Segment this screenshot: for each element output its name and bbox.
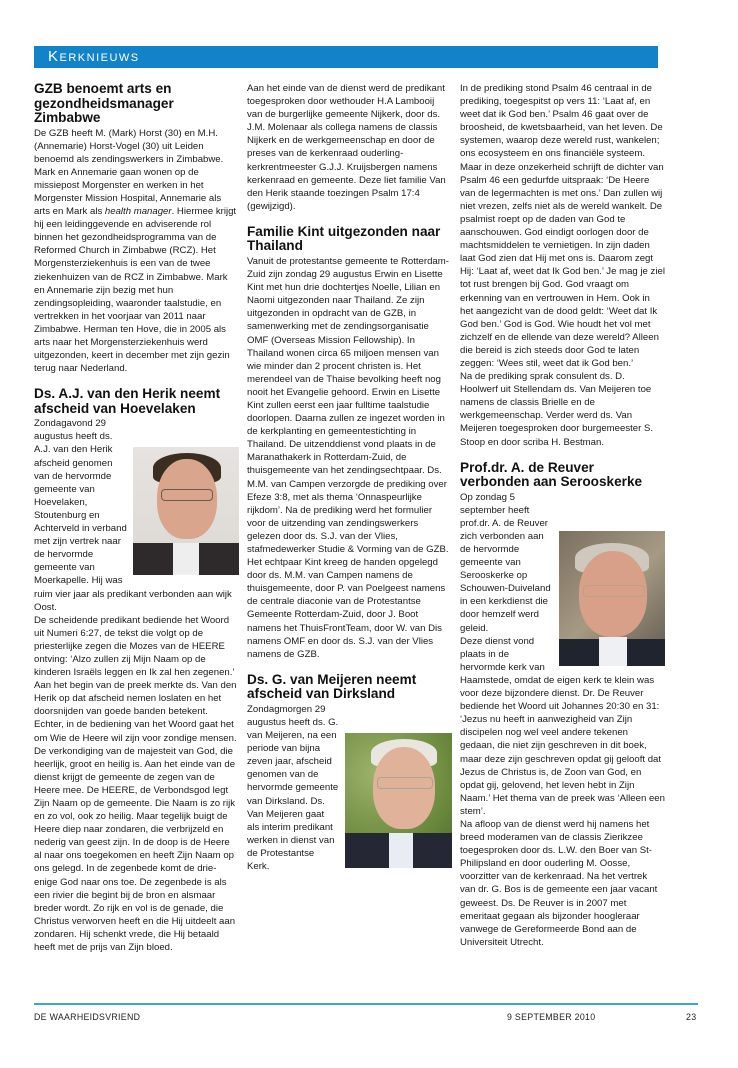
article-van-meijeren-continued bbox=[460, 82, 665, 449]
article-familie-kint bbox=[247, 225, 452, 661]
article-headline: Ds. A.J. van den Herik neemt afscheid van Hoevelaken bbox=[34, 386, 221, 416]
article-headline: Prof.dr. A. de Reuver verbonden aan Serooskerke bbox=[460, 459, 643, 490]
column-1 bbox=[34, 82, 239, 954]
portrait-photo-van-den-herik bbox=[133, 447, 239, 575]
footer-date: 9 SEPTEMBER 2010 bbox=[507, 1012, 596, 1022]
article-intro: Zondagavond 29 augustus heeft ds. A.J. van den Herik afscheid genomen van de hervormde gemeente van Hoevelaken, Stoutenburg en Achterveld in verband met zijn vertrek naar de hervormde gemeente van Moerkapelle. Hij was ruim vier jaar als predikant verbonden aan wijk Oost. bbox=[34, 418, 232, 613]
body-text: . Hiermee krijgt hij een leidinggevende en adviserende rol binnen het gezondheidsprogramma van de Reformed Church in Zimbabwe (RCZ). Het Morgensterziekenhuis is een van de twee ziekenhuizen van de RCZ in Zimbabwe. Mark en Annemarie zijn bezig met hun zendingsopleiding, waaronder taalstudie, en vertrekken in het voorjaar van 2011 naar Zimbabwe. Herman ten Hove, die in 2005 als arts naar het Morgensterziekenhuis werd uitgezonden, keert in december met zijn gezin terug naar Nederland. bbox=[34, 206, 237, 375]
column-3 bbox=[460, 82, 665, 949]
article-body: In de prediking stond Psalm 46 centraal in de prediking, toegespitst op vers 11: ‘Laat af, en weet dat ik God ben.’ Psalm 46 gaat over de broosheid, de kwetsbaarheid, van het leven. De systemen, waarop deze wereld rust, wankelen; ons ecosysteem en ons financiële systeem. Maar in deze onzekerheid schrijft de dichter van Psalm 46 een gedurfde uitspraak: ‘De Heere van de legermachten is met ons.’ Dan zullen wij niet vrezen, zelfs niet als de wereld wankelt. De psalmist roept op de daden van God te aanschouwen. God eindigt oorlogen door de machtsmiddelen te vernietigen. In zijn daden laat God zien dat Hij met ons is. Daarom zegt Hij: ‘Laat af, weet dat Ik God ben.’ Je mag je ziel tot rust brengen bij God. God vraagt om erkenning van en vertrouwen in Hem. Ook in het aangezicht van de dood geldt: ‘Weet dat Ik God ben.’ God is God. Wie houdt het vol met zichzelf en de ellende van deze wereld? Alleen die bereid is zich steeds door God te laten zeggen: ‘Wees stil, weet dat ik God ben.’ bbox=[460, 83, 665, 369]
footer-rule bbox=[34, 1003, 698, 1005]
footer-page-number: 23 bbox=[686, 1012, 697, 1022]
article-intro: Op zondag 5 september heeft prof.dr. A. de Reuver zich verbonden aan de hervormde gemeente van Serooskerke op Schouwen-Duiveland in een kerkdienst die door hemzelf werd geleid. bbox=[460, 491, 551, 634]
article-body: De scheidende predikant bediende het Woord uit Numeri 6:27, de tekst die volgt op de priesterlijke zegen die Mozes van de HEERE ontving: ‘Alzo zullen zij Mijn Naam op de kinderen Israëls leggen en Ik zal hen zegenen.’ Aan het begin van de preek merkte ds. Van den Herik op dat afscheid nemen loslaten en het doorsnijden van goede banden betekent. Echter, in de bediening van het Woord gaat het om Wie de Heere wil zijn voor zondige mensen. De verkondiging van de majesteit van God, die heerlijk, groot en heilig is. Aan het einde van de dienst krijgt de gemeente de zegen van de Heere mee. De HEERE, de Verbondsgod legt Zijn Naam op de gemeente. Die Naam is zo rijk en zo vol, ook zo heilig. Maar tegelijk buigt de Heere diep naar zondaren, die verbrijzeld en nederig van geest zijn. In de doop is de Heere al naar ons toegekomen en heeft Zijn Naam op ons gelegd. In de zegenbede komt de drie-enige God naar ons toe. De zegenbede is als een rivier die begint bij de bron en alsmaar breder wordt. Zo rijk en vol is de genade, die Christus verworven heeft en die Hij uitdeelt aan zondaren. Hij schenkt vrede, die Hij betaald heeft met de prijs van Zijn bloed. bbox=[34, 614, 237, 954]
article-intro: Zondagmorgen 29 augustus heeft ds. G. van Meijeren, na een periode van bijna zeven jaar, afscheid genomen van de hervormde gemeente van Dirksland. Ds. Van Meijeren gaat als interim predikant werken in dienst van de Protestantse Kerk. bbox=[247, 703, 339, 872]
section-header-bar bbox=[34, 46, 658, 68]
article-body bbox=[34, 127, 239, 376]
section-title: Kerknieuws bbox=[48, 48, 140, 65]
article-body: Deze dienst vond plaats in de hervormde kerk van Haamstede, omdat de eigen kerk te klein was voor deze bijzondere dienst. Dr. De Reuver bediende het Woord uit Johannes 20:30 en 31: ‘Jezus nu heeft in aanwezigheid van Zijn discipelen nog wel veel andere tekenen gedaan, die niet zijn geschreven in dit boek, maar deze zijn geschreven opdat gij gelooft dat Jezus de Christus is, de Zoon van God, en opdat gij, gelovend, het leven hebt in Zijn Naam.’ Het thema van de preek was ‘Alleen een stem’. bbox=[460, 635, 665, 817]
article-body-2: Aan het einde van de dienst werd de predikant toegesproken door wethouder H.A Lambooij van de burgerlijke gemeente Nijkerk, door ds. J.M. Molenaar als collega namens de classis Nijkerk en de werkgemeenschap en door de preses van de kerkenraad ouderling-kerkrentmeester G.J.J. Kruijsbergen namens kerkenraad en gemeente. Deze liet familie Van den Herik staande toezingen Psalm 17:4 (gewijzigd). bbox=[247, 83, 446, 212]
article-body-2: Na afloop van de dienst werd hij namens het breed moderamen van de classis Zierikzee toegesproken door ds. L.W. den Boer van St-Philipsland en door ouderling M. Oosse, voorzitter van de kerkenraad. Na het vertrek van dr. G. Bos is de gemeente een jaar vacant geweest. Ds. De Reuver is in 2007 met emeritaat gegaan als bijzonder hoogleraar vanwege de Gereformeerde Bond aan de Universiteit Utrecht. bbox=[460, 818, 658, 948]
article-headline: GZB benoemt arts en gezondheidsmanager Zimbabwe bbox=[34, 81, 174, 125]
footer-publication: DE WAARHEIDSVRIEND bbox=[34, 1012, 141, 1022]
article-body-2: Na de prediking sprak consulent ds. D. Hoolwerf uit Stellendam ds. Van Meijeren toe namens de classis Brielle en de werkgemeenschap. Verder werd ds. Van Meijeren toegesproken door burgemeester S. Stoop en door scriba H. Bestman. bbox=[460, 371, 654, 448]
body-italic-text: health manager bbox=[104, 206, 172, 218]
body-text: De GZB heeft M. (Mark) Horst (30) en M.H. (Annemarie) Horst-Vogel (30) uit Leiden benoemd als zendingswerkers in Zimbabwe. Mark en Annemarie gaan wonen op de missiepost Morgenster en werken in het Morgenster Mission Hospital, Annemarie als arts en Mark als bbox=[34, 127, 224, 218]
article-gzb-zimbabwe bbox=[34, 82, 239, 375]
article-van-den-herik-continued bbox=[247, 82, 452, 213]
article-de-reuver bbox=[460, 461, 665, 949]
portrait-photo-van-meijeren bbox=[345, 733, 452, 868]
portrait-photo-de-reuver bbox=[559, 531, 665, 666]
article-van-den-herik bbox=[34, 387, 239, 954]
column-2 bbox=[247, 82, 452, 873]
article-body: Vanuit de protestantse gemeente te Rotterdam-Zuid zijn zondag 29 augustus Erwin en Lisette Kint met hun drie dochtertjes Noelle, Lilian en Naomi uitgezonden naar Thailand. Ze zijn uitgezonden in opdracht van de GZB, in samenwerking met de zendingsorganisatie OMF (Overseas Mission Fellowship). In Thailand wonen circa 65 miljoen mensen van wie minder dan 2 procent christen is. Het merendeel van de Thaise bevolking heeft nog nooit het Evangelie gehoord. Erwin en Lisette Kint zullen eerst een jaar fulltime taalstudie doorlopen. Daarna zullen ze ingezet worden in de kerkplanting en gemeentestichting in Thailand. De uitzenddienst vond plaats in de Maranathakerk in Rotterdam-Zuid, de thuisgemeente van het zendingsechtpaar. Ds. M.M. van Campen verzorgde de prediking over Efeze 3:8, met als thema ‘Onnaspeurlijke rijkdom’. Na de prediking werd het formulier voor de uitzending van zendingswerkers gelezen door ds. S.J. van der Vlies, stafmedewerker Studie & Vorming van de GZB. Het echtpaar Kint kreeg de handen opgelegd door ds. M.M. van Campen namens de thuisgemeente, door P. van Poelgeest namens de centrale diaconie van de Protestantse Gemeente Rotterdam-Zuid, door J. Boot namens het ThuisFrontTeam, door W. van Dis namens OMF en door ds. S.J. van der Vlies namens de GZB. bbox=[247, 255, 449, 660]
article-headline: Familie Kint uitgezonden naar Thailand bbox=[247, 223, 441, 254]
article-van-meijeren bbox=[247, 673, 452, 873]
article-headline: Ds. G. van Meijeren neemt afscheid van Dirksland bbox=[247, 671, 417, 702]
